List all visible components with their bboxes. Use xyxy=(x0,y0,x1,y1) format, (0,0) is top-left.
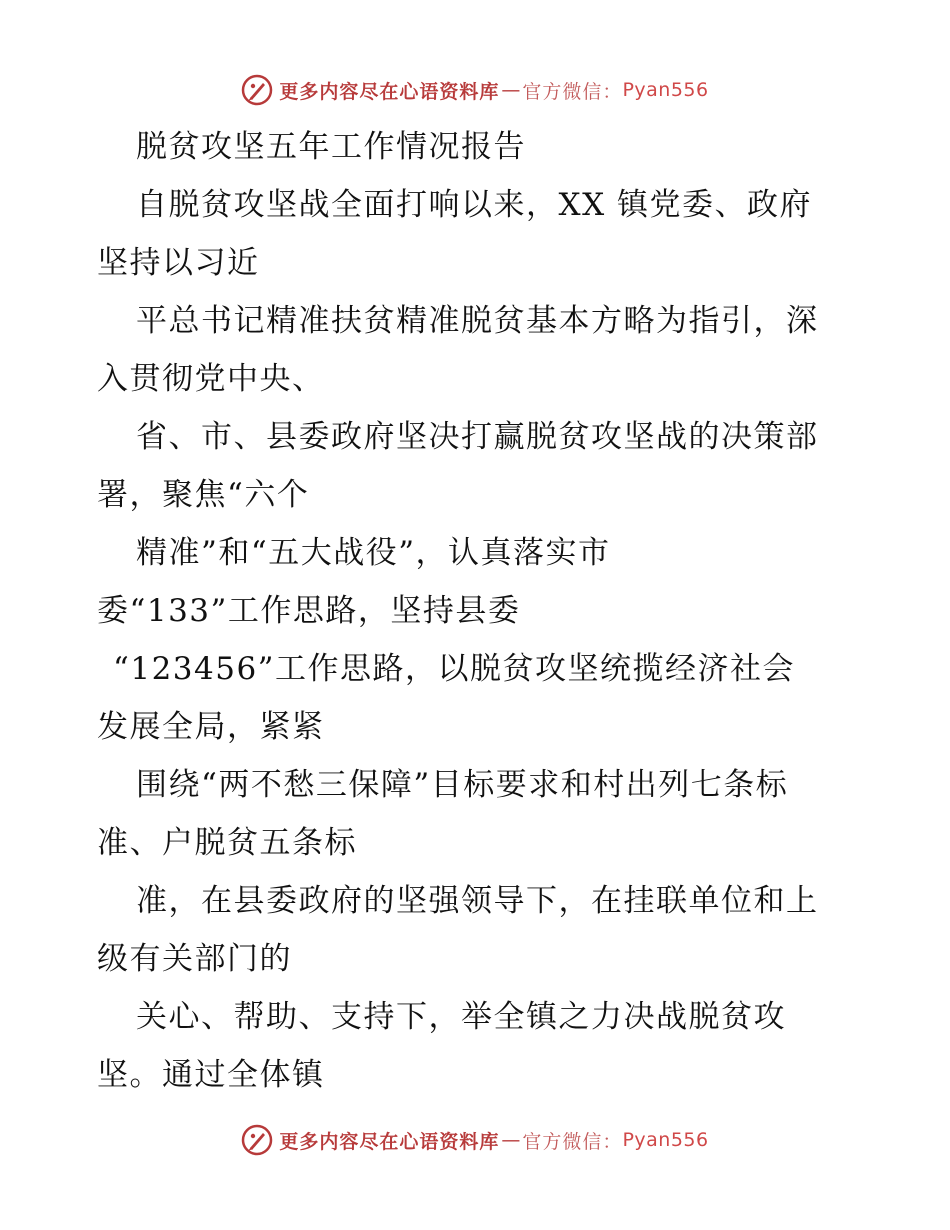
quill-pen-logo-icon xyxy=(241,1124,273,1156)
paragraph-line: 委“133”工作思路，坚持县委 xyxy=(97,593,521,629)
paragraph-line: 级有关部门的 xyxy=(97,941,292,977)
banner-wechat-label: 官方微信： xyxy=(522,1130,623,1153)
paragraph-line: 准、户脱贫五条标 xyxy=(97,825,357,861)
paragraph-line: 坚。通过全体镇 xyxy=(97,1057,325,1093)
paragraph-line: 坚持以习近 xyxy=(97,245,260,281)
paragraph-line: 署，聚焦“六个 xyxy=(97,477,310,513)
paragraph-line: “123456”工作思路，以脱贫攻坚统揽经济社会 xyxy=(113,651,796,687)
document-body xyxy=(97,118,857,1104)
banner-wechat-id: Pyan556 xyxy=(622,79,709,101)
paragraph-line: 准，在县委政府的坚强领导下，在挂联单位和上 xyxy=(136,883,819,919)
banner-dash: — xyxy=(501,79,521,101)
paragraph-line: 围绕“两不愁三保障”目标要求和村出列七条标 xyxy=(136,767,789,803)
header-banner xyxy=(0,70,950,110)
paragraph-line: 省、市、县委政府坚决打赢脱贫攻坚战的决策部 xyxy=(136,419,819,455)
banner-title: 更多内容尽在心语资料库 xyxy=(279,80,500,103)
quill-pen-logo-icon xyxy=(241,74,273,106)
banner-dash: — xyxy=(501,1129,521,1151)
footer-banner xyxy=(0,1120,950,1160)
paragraph-line: 发展全局，紧紧 xyxy=(97,709,325,745)
banner-wechat-label: 官方微信： xyxy=(522,80,623,103)
paragraph-line: 关心、帮助、支持下，举全镇之力决战脱贫攻 xyxy=(136,999,786,1035)
document-title: 脱贫攻坚五年工作情况报告 xyxy=(136,129,526,165)
paragraph-line: 自脱贫攻坚战全面打响以来，XX 镇党委、政府 xyxy=(136,187,812,223)
banner-title: 更多内容尽在心语资料库 xyxy=(279,1130,500,1153)
paragraph-line: 入贯彻党中央、 xyxy=(97,361,325,397)
paragraph-line: 精准”和“五大战役”，认真落实市 xyxy=(136,535,611,571)
banner-wechat-id: Pyan556 xyxy=(622,1129,709,1151)
paragraph-line: 平总书记精准扶贫精准脱贫基本方略为指引，深 xyxy=(136,303,819,339)
